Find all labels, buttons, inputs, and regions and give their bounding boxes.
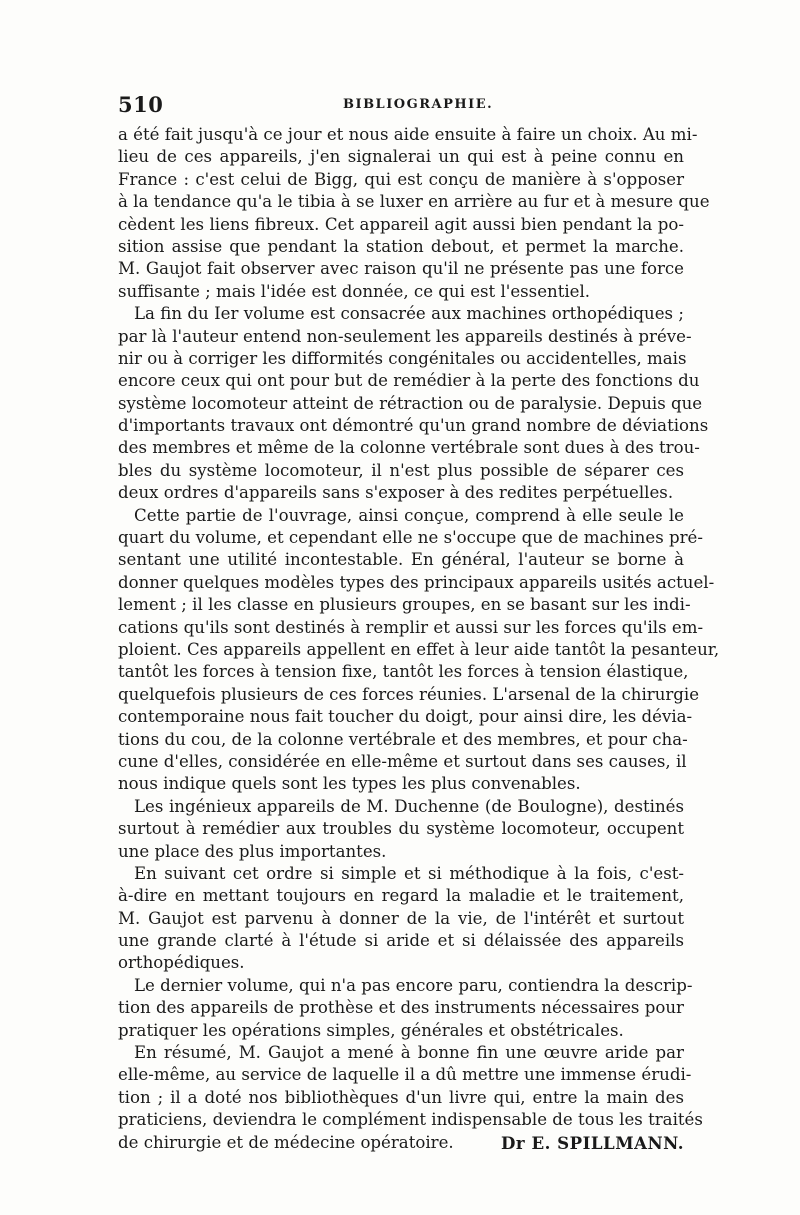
text-line: deux ordres d'appareils sans s'exposer à des redites perpétuelles. <box>118 483 674 503</box>
closing-line <box>118 1132 684 1154</box>
text-line: M. Gaujot est parvenu à donner de la vie, de l'intérêt et surtout <box>118 908 684 928</box>
page-number: 510 <box>118 92 164 117</box>
text-line: quart du volume, et cependant elle ne s'occupe que de machines pré- <box>118 528 703 548</box>
text-line: M. Gaujot fait observer avec raison qu'il ne présente pas une force <box>118 259 684 279</box>
paragraph <box>118 124 710 303</box>
page-header <box>118 92 684 120</box>
text-line: des membres et même de la colonne vertébrale sont dues à des trou- <box>118 438 700 458</box>
text-line: sition assise que pendant la station debout, et permet la marche. <box>118 236 684 256</box>
text-line: Les ingénieux appareils de M. Duchenne (de Boulogne), destinés <box>134 796 684 816</box>
text-line: Le dernier volume, qui n'a pas encore paru, contiendra la descrip- <box>134 975 693 995</box>
paragraph <box>118 303 709 505</box>
text-line: système locomoteur atteint de rétraction ou de paralysie. Depuis que <box>118 393 703 413</box>
text-line: La fin du Ier volume est consacrée aux machines orthopédiques ; <box>134 304 684 324</box>
text-line: quelquefois plusieurs de ces forces réunies. L'arsenal de la chirurgie <box>118 684 700 704</box>
text-line: France : c'est celui de Bigg, qui est conçu de manière à s'opposer <box>118 169 684 189</box>
text-line: Cette partie de l'ouvrage, ainsi conçue, comprend à elle seule le <box>134 505 684 525</box>
text-line: cèdent les liens fibreux. Cet appareil agit aussi bien pendant la po- <box>118 214 684 234</box>
text-line: a été fait jusqu'à ce jour et nous aide ensuite à faire un choix. Au mi- <box>118 125 698 144</box>
article-body <box>118 124 720 1132</box>
author-signature: Dr E. SPILLMANN. <box>501 1132 684 1153</box>
paragraph <box>118 796 684 863</box>
text-line: d'importants travaux ont démontré qu'un grand nombre de déviations <box>118 416 709 436</box>
text-line: contemporaine nous fait toucher du doigt, pour ainsi dire, les dévia- <box>118 707 693 727</box>
text-line: bles du système locomoteur, il n'est plus possible de séparer ces <box>118 460 684 480</box>
text-line: tantôt les forces à tension fixe, tantôt les forces à tension élastique, <box>118 662 689 682</box>
paragraph <box>118 505 720 796</box>
text-line: ploient. Ces appareils appellent en effet à leur aide tantôt la pesanteur, <box>118 639 720 659</box>
text-line: encore ceux qui ont pour but de remédier à la perte des fonctions du <box>118 371 700 391</box>
text-line: une place des plus importantes. <box>118 841 387 861</box>
paragraph <box>118 863 684 975</box>
text-line: lement ; il les classe en plusieurs groupes, en se basant sur les indi- <box>118 595 691 615</box>
closing-text: de chirurgie et de médecine opératoire. <box>118 1132 454 1152</box>
text-line: En résumé, M. Gaujot a mené à bonne fin une œuvre aride par <box>134 1043 684 1063</box>
text-line: nous indique quels sont les types les plus convenables. <box>118 774 581 794</box>
text-line: cune d'elles, considérée en elle-même et surtout dans ses causes, il <box>118 751 687 771</box>
text-line: à-dire en mettant toujours en regard la maladie et le traitement, <box>118 886 684 906</box>
text-line: une grande clarté à l'étude si aride et si délaissée des appareils <box>118 931 684 951</box>
text-line: tions du cou, de la colonne vertébrale et des membres, et pour cha- <box>118 729 688 749</box>
text-line: pratiquer les opérations simples, générales et obstétricales. <box>118 1020 624 1040</box>
text-line: orthopédiques. <box>118 953 245 973</box>
text-line: En suivant cet ordre si simple et si méthodique à la fois, c'est- <box>134 863 684 883</box>
text-line: surtout à remédier aux troubles du système locomoteur, occupent <box>118 819 684 839</box>
text-line: cations qu'ils sont destinés à remplir et aussi sur les forces qu'ils em- <box>118 617 704 637</box>
text-line: donner quelques modèles types des principaux appareils usités actuel- <box>118 572 715 592</box>
text-line: praticiens, deviendra le complément indispensable de tous les traités <box>118 1110 703 1130</box>
text-line: sentant une utilité incontestable. En général, l'auteur se borne à <box>118 550 684 570</box>
text-line: elle-même, au service de laquelle il a dû mettre une immense érudi- <box>118 1065 692 1085</box>
text-line: tion des appareils de prothèse et des instruments nécessaires pour <box>118 998 684 1018</box>
text-line: par là l'auteur entend non-seulement les appareils destinés à préve- <box>118 326 692 346</box>
text-line: à la tendance qu'a le tibia à se luxer en arrière au fur et à mesure que <box>118 192 710 212</box>
running-title: BIBLIOGRAPHIE. <box>343 97 494 112</box>
text-line: suffisante ; mais l'idée est donnée, ce qui est l'essentiel. <box>118 281 591 301</box>
text-line: lieu de ces appareils, j'en signalerai un qui est à peine connu en <box>118 147 684 167</box>
text-line: tion ; il a doté nos bibliothèques d'un livre qui, entre la main des <box>118 1087 684 1107</box>
paragraph <box>118 1042 703 1132</box>
text-line: nir ou à corriger les difformités congénitales ou accidentelles, mais <box>118 348 687 368</box>
paragraph <box>118 975 693 1042</box>
document-page <box>118 92 720 1154</box>
